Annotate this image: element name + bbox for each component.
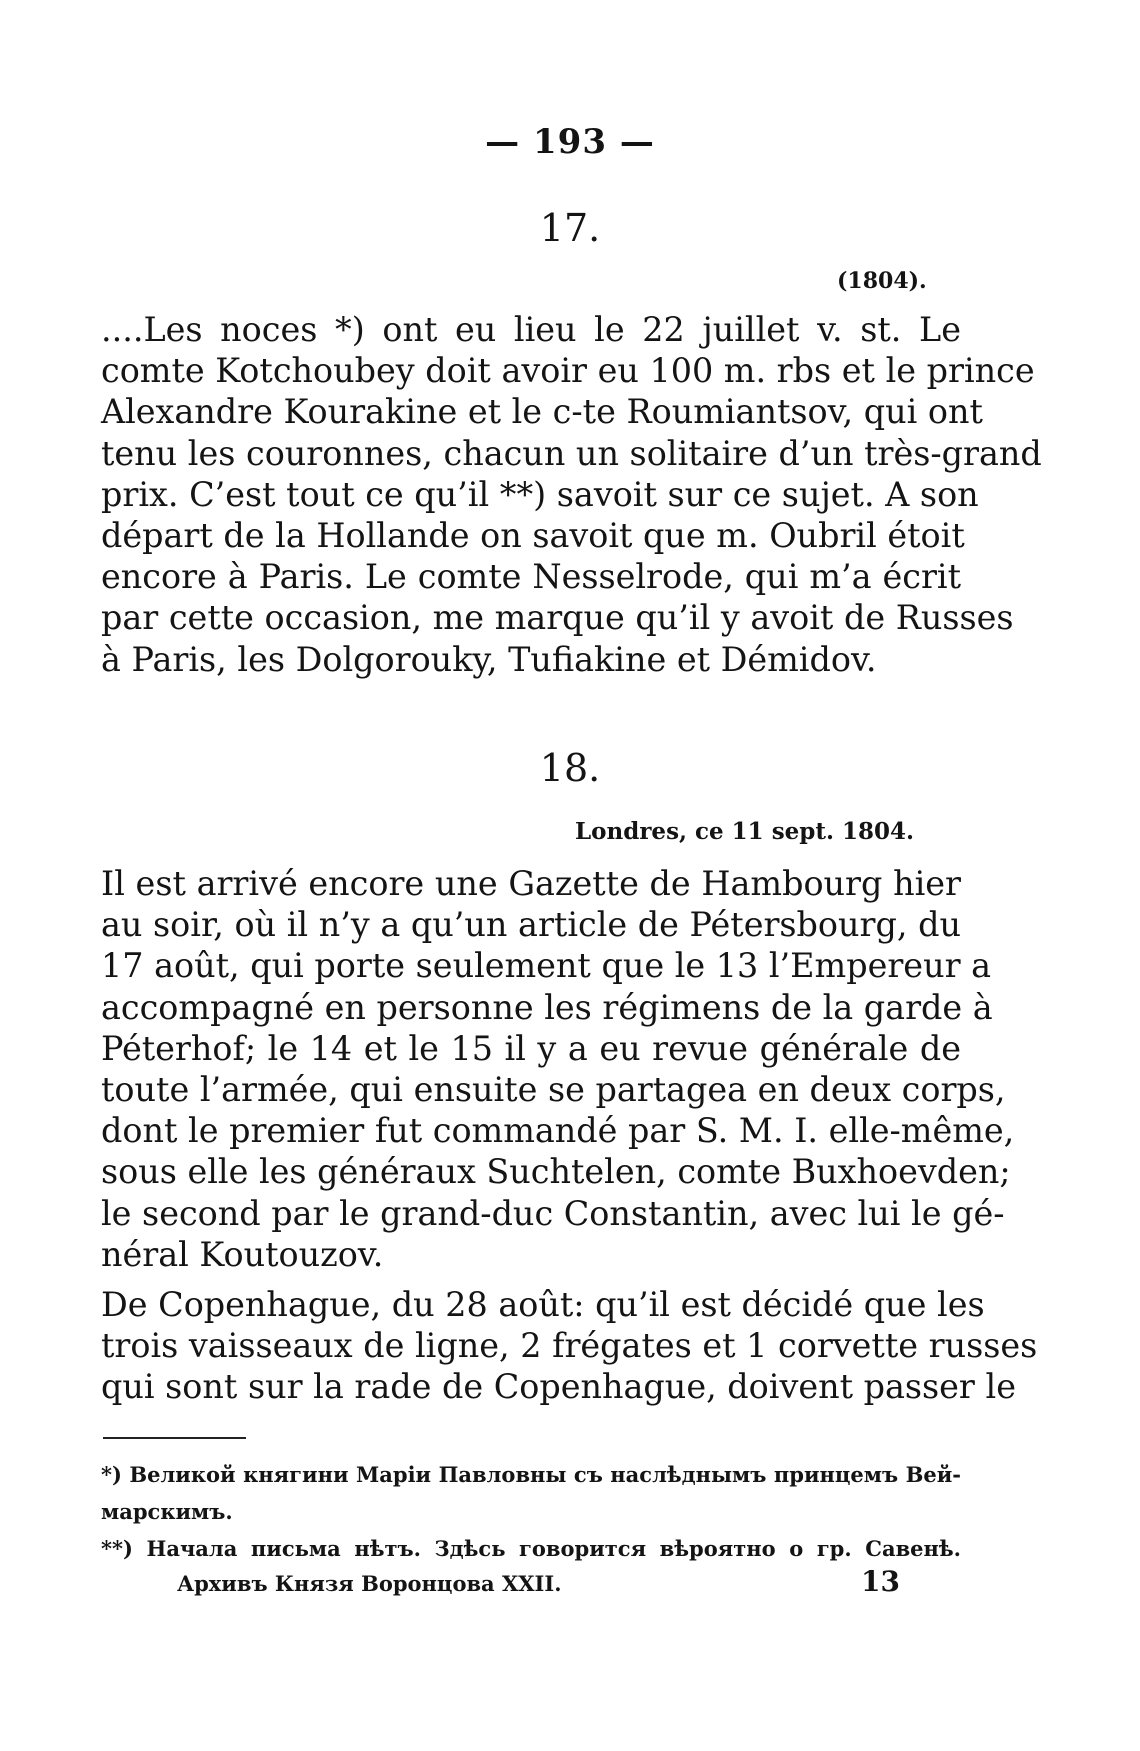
letter-number: 17. bbox=[539, 206, 601, 250]
footnotes bbox=[101, 1456, 961, 1567]
text-line: Alexandre Kourakine et le c-te Roumiantsov, qui ont bbox=[101, 392, 983, 432]
text-line: par cette occasion, me marque qu’il y avoit de Russes bbox=[101, 598, 1014, 638]
letter-number: 18. bbox=[539, 746, 601, 790]
footnote-divider bbox=[103, 1437, 246, 1439]
text-line: qui sont sur la rade de Copenhague, doivent passer le bbox=[101, 1367, 1016, 1407]
footnote-line: **) Начала письма нѣтъ. Здѣсь говорится вѣроятно о гр. Савенѣ. bbox=[101, 1536, 961, 1561]
letter-paragraph bbox=[101, 863, 1015, 1275]
text-line: Il est arrivé encore une Gazette de Hambourg hier bbox=[101, 864, 961, 903]
sheet-number: 13 bbox=[861, 1565, 900, 1598]
text-line: prix. C’est tout ce qu’il **) savoit sur ce sujet. A son bbox=[101, 474, 979, 514]
footnote-line: *) Великой княгини Маріи Павловны съ наслѣднымъ принцемъ Вей- bbox=[101, 1462, 961, 1487]
text-line: 17 août, qui porte seulement que le 13 l’Empereur a bbox=[101, 946, 992, 986]
text-line: comte Kotchoubey doit avoir eu 100 m. rbs et le prince bbox=[101, 351, 1035, 391]
text-line: néral Koutouzov. bbox=[101, 1234, 384, 1274]
text-line: départ de la Hollande on savoit que m. Oubril étoit bbox=[101, 516, 965, 556]
text-line: De Copenhague, du 28 août: qu’il est décidé que les bbox=[101, 1285, 985, 1324]
page-number: — 193 — bbox=[485, 122, 655, 162]
text-line: au soir, où il n’y a qu’un article de Pétersbourg, du bbox=[101, 905, 961, 945]
text-line: trois vaisseaux de ligne, 2 frégates et 1 corvette russes bbox=[101, 1326, 1038, 1366]
text-line: sous elle les généraux Suchtelen, comte Buxhoevden; bbox=[101, 1152, 1011, 1192]
archive-signature: Архивъ Князя Воронцова XXII. bbox=[177, 1571, 562, 1596]
text-line: dont le premier fut commandé par S. M. I. elle-même, bbox=[101, 1111, 1015, 1151]
signature-row bbox=[160, 1565, 900, 1601]
letter-body bbox=[101, 309, 1042, 680]
text-line: encore à Paris. Le comte Nesselrode, qui m’a écrit bbox=[101, 557, 961, 597]
text-line: tenu les couronnes, chacun un solitaire d’un très-grand bbox=[101, 433, 1042, 473]
letter-dateline: (1804). bbox=[837, 268, 927, 294]
footnote-line: марскимъ. bbox=[101, 1499, 233, 1524]
text-line: à Paris, les Dolgorouky, Tufiakine et Démidov. bbox=[101, 639, 877, 679]
text-line: Péterhof; le 14 et le 15 il y a eu revue générale de bbox=[101, 1028, 961, 1068]
text-line: toute l’armée, qui ensuite se partagea en deux corps, bbox=[101, 1070, 1006, 1110]
text-line: ....Les noces *) ont eu lieu le 22 juillet v. st. Le bbox=[101, 310, 961, 349]
text-line: accompagné en personne les régimens de la garde à bbox=[101, 987, 993, 1027]
letter-paragraph bbox=[101, 1284, 1038, 1408]
text-line: le second par le grand-duc Constantin, avec lui le gé- bbox=[101, 1193, 1005, 1233]
letter-dateline: Londres, ce 11 sept. 1804. bbox=[575, 818, 915, 845]
